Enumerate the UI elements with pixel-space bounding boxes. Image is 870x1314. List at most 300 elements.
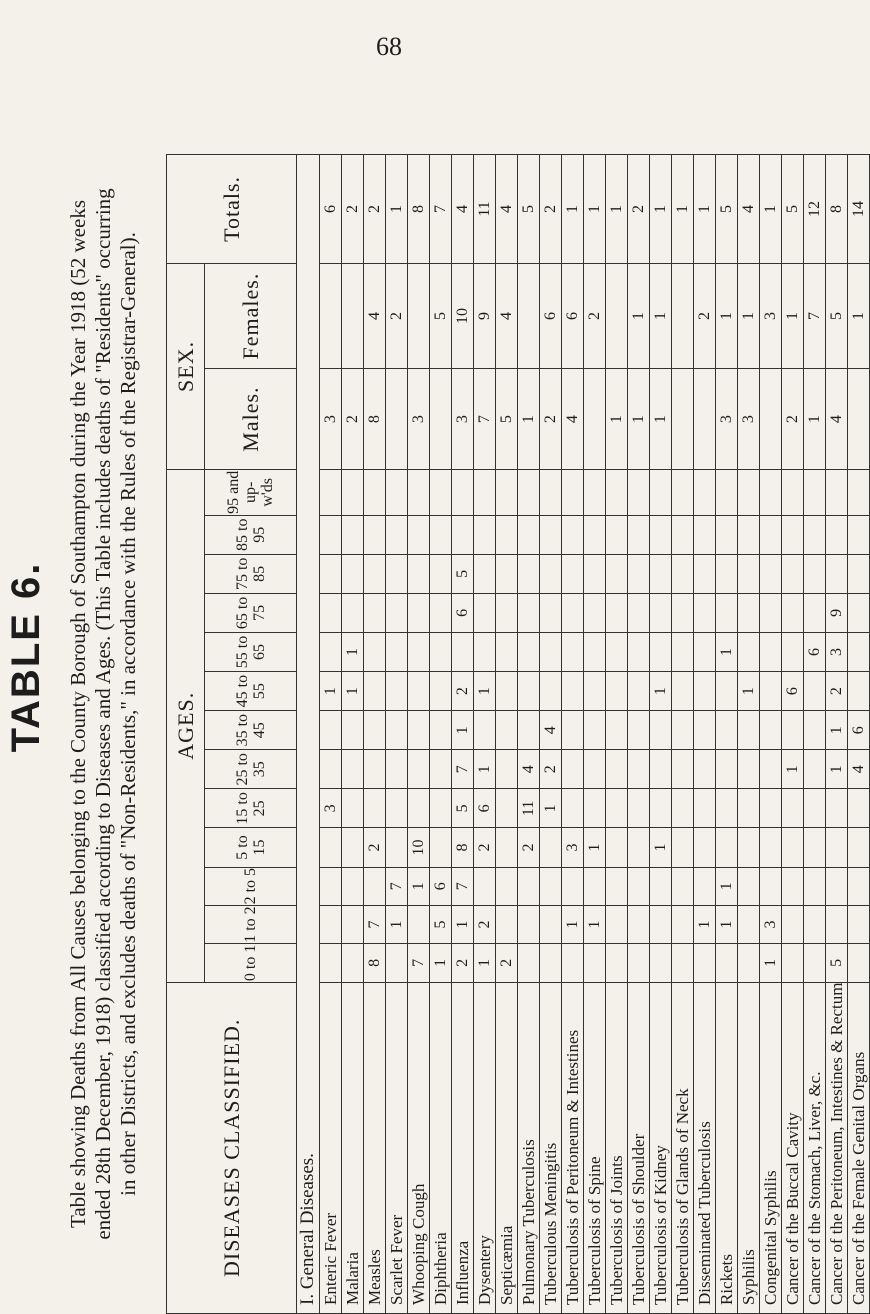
- age-count-cell: [760, 867, 782, 905]
- age-count-cell: [760, 469, 782, 515]
- total-cell: 1: [760, 155, 782, 264]
- table-row: [826, 155, 848, 1314]
- age-count-cell: [606, 711, 628, 750]
- females-cell: [672, 263, 694, 368]
- total-cell: 1: [584, 155, 606, 264]
- age-count-cell: [386, 554, 408, 593]
- age-count-cell: [694, 515, 716, 554]
- total-cell: 5: [518, 155, 540, 264]
- age-count-cell: [386, 828, 408, 867]
- age-count-cell: [364, 867, 386, 905]
- age-count-cell: [672, 944, 694, 982]
- age-count-cell: 1: [650, 828, 672, 867]
- age-count-cell: [496, 750, 518, 789]
- males-cell: [760, 369, 782, 470]
- table-row: [606, 155, 628, 1314]
- age-count-cell: 1: [474, 750, 496, 789]
- age-count-cell: [694, 828, 716, 867]
- age-count-cell: 6: [452, 593, 474, 632]
- males-cell: 5: [496, 369, 518, 470]
- age-count-cell: [342, 750, 364, 789]
- age-count-cell: [540, 554, 562, 593]
- age-count-cell: [760, 711, 782, 750]
- age-count-cell: [540, 905, 562, 943]
- age-count-cell: 1: [782, 750, 804, 789]
- age-count-cell: [804, 867, 826, 905]
- table-row: [540, 155, 562, 1314]
- females-cell: 6: [562, 263, 584, 368]
- age-count-cell: [760, 750, 782, 789]
- age-count-cell: [738, 828, 760, 867]
- age-count-cell: [672, 469, 694, 515]
- males-cell: 2: [782, 369, 804, 470]
- age-count-cell: [474, 515, 496, 554]
- age-count-cell: [496, 905, 518, 943]
- age-count-cell: [760, 554, 782, 593]
- age-count-cell: [320, 632, 342, 671]
- table-row: [672, 155, 694, 1314]
- age-count-cell: [628, 867, 650, 905]
- age-count-cell: [716, 672, 738, 711]
- age-count-cell: [430, 711, 452, 750]
- age-count-cell: [496, 593, 518, 632]
- age-count-cell: [694, 944, 716, 982]
- age-count-cell: [386, 632, 408, 671]
- age-count-cell: 1: [716, 867, 738, 905]
- males-cell: [584, 369, 606, 470]
- females-cell: 1: [738, 263, 760, 368]
- age-count-cell: [606, 867, 628, 905]
- age-group-header: 25 to 35: [205, 750, 297, 789]
- table-row: [848, 155, 870, 1314]
- age-group-header: 55 to 65: [205, 632, 297, 671]
- age-count-cell: [364, 515, 386, 554]
- age-count-cell: [716, 944, 738, 982]
- age-count-cell: [606, 828, 628, 867]
- age-count-cell: 2: [540, 750, 562, 789]
- age-count-cell: 1: [738, 672, 760, 711]
- age-count-cell: [716, 789, 738, 828]
- age-count-cell: [672, 515, 694, 554]
- age-count-cell: 5: [430, 905, 452, 943]
- age-count-cell: [650, 750, 672, 789]
- age-count-cell: [650, 469, 672, 515]
- age-count-cell: [826, 828, 848, 867]
- age-count-cell: [738, 554, 760, 593]
- age-count-cell: [540, 867, 562, 905]
- age-count-cell: [562, 672, 584, 711]
- age-count-cell: [738, 711, 760, 750]
- age-group-header: 1 to 2: [205, 905, 297, 943]
- age-count-cell: [562, 593, 584, 632]
- females-cell: 1: [716, 263, 738, 368]
- age-count-cell: [848, 554, 870, 593]
- age-count-cell: [540, 632, 562, 671]
- age-count-cell: 2: [474, 828, 496, 867]
- table-row: [760, 155, 782, 1314]
- age-count-cell: [496, 789, 518, 828]
- females-cell: 4: [496, 263, 518, 368]
- age-count-cell: [474, 469, 496, 515]
- age-count-cell: [848, 867, 870, 905]
- table-row: [694, 155, 716, 1314]
- females-cell: 10: [452, 263, 474, 368]
- age-count-cell: [386, 944, 408, 982]
- age-count-cell: [430, 593, 452, 632]
- age-count-cell: [408, 905, 430, 943]
- age-count-cell: [430, 554, 452, 593]
- age-count-cell: [320, 867, 342, 905]
- age-count-cell: [804, 469, 826, 515]
- disease-name: Measles: [364, 982, 386, 1313]
- age-count-cell: [782, 905, 804, 943]
- age-count-cell: [408, 632, 430, 671]
- males-cell: 4: [562, 369, 584, 470]
- total-cell: 1: [694, 155, 716, 264]
- total-cell: 8: [826, 155, 848, 264]
- age-count-cell: 6: [474, 789, 496, 828]
- age-count-cell: 7: [408, 944, 430, 982]
- table-row: [342, 155, 364, 1314]
- age-count-cell: [342, 828, 364, 867]
- age-count-cell: [584, 515, 606, 554]
- males-cell: 1: [628, 369, 650, 470]
- age-count-cell: [804, 944, 826, 982]
- males-cell: 8: [364, 369, 386, 470]
- age-group-header: 45 to 55: [205, 672, 297, 711]
- age-count-cell: [848, 515, 870, 554]
- age-count-cell: 1: [474, 672, 496, 711]
- females-cell: [320, 263, 342, 368]
- total-cell: 2: [540, 155, 562, 264]
- age-count-cell: [320, 944, 342, 982]
- age-count-cell: 1: [562, 905, 584, 943]
- disease-name: Tuberculosis of Joints: [606, 982, 628, 1313]
- age-count-cell: [628, 632, 650, 671]
- females-cell: 2: [694, 263, 716, 368]
- age-count-cell: [760, 789, 782, 828]
- sex-header: SEX.: [167, 263, 205, 469]
- age-count-cell: 1: [540, 789, 562, 828]
- age-count-cell: [562, 711, 584, 750]
- disease-name: Scarlet Fever: [386, 982, 408, 1313]
- total-cell: 11: [474, 155, 496, 264]
- age-count-cell: [782, 515, 804, 554]
- age-count-cell: [408, 469, 430, 515]
- age-count-cell: [804, 828, 826, 867]
- males-cell: 3: [452, 369, 474, 470]
- age-count-cell: [518, 672, 540, 711]
- age-count-cell: [848, 593, 870, 632]
- age-count-cell: [804, 905, 826, 943]
- males-cell: 1: [606, 369, 628, 470]
- total-cell: 4: [496, 155, 518, 264]
- age-count-cell: [848, 789, 870, 828]
- age-count-cell: 1: [760, 944, 782, 982]
- age-count-cell: [782, 944, 804, 982]
- males-cell: 3: [738, 369, 760, 470]
- table-row: [562, 155, 584, 1314]
- total-cell: 6: [320, 155, 342, 264]
- age-count-cell: [694, 672, 716, 711]
- age-count-cell: [584, 711, 606, 750]
- age-count-cell: [628, 554, 650, 593]
- age-count-cell: [826, 789, 848, 828]
- age-count-cell: [628, 944, 650, 982]
- age-count-cell: 1: [584, 905, 606, 943]
- age-count-cell: 1: [826, 750, 848, 789]
- age-count-cell: [364, 750, 386, 789]
- age-count-cell: [782, 789, 804, 828]
- age-count-cell: [364, 789, 386, 828]
- age-count-cell: [606, 944, 628, 982]
- age-count-cell: 6: [430, 867, 452, 905]
- total-cell: 7: [430, 155, 452, 264]
- table-row: [320, 155, 342, 1314]
- table-row: [496, 155, 518, 1314]
- age-count-cell: [562, 789, 584, 828]
- age-count-cell: [782, 828, 804, 867]
- total-cell: 2: [342, 155, 364, 264]
- table-row: [452, 155, 474, 1314]
- age-count-cell: [782, 593, 804, 632]
- age-count-cell: 5: [452, 554, 474, 593]
- age-group-header: 35 to 45: [205, 711, 297, 750]
- disease-name: Pulmonary Tuberculosis: [518, 982, 540, 1313]
- age-count-cell: [826, 867, 848, 905]
- age-count-cell: 10: [408, 828, 430, 867]
- age-count-cell: [606, 905, 628, 943]
- age-count-cell: [496, 867, 518, 905]
- total-cell: 5: [782, 155, 804, 264]
- age-count-cell: [430, 469, 452, 515]
- age-count-cell: [672, 867, 694, 905]
- females-cell: [342, 263, 364, 368]
- table-body: [297, 155, 870, 1314]
- table-row: [716, 155, 738, 1314]
- age-count-cell: [650, 905, 672, 943]
- table-row: [364, 155, 386, 1314]
- age-count-cell: [738, 469, 760, 515]
- females-cell: 2: [584, 263, 606, 368]
- disease-name: Tuberculous Meningitis: [540, 982, 562, 1313]
- males-cell: [386, 369, 408, 470]
- total-cell: 2: [628, 155, 650, 264]
- disease-name: Influenza: [452, 982, 474, 1313]
- disease-name: Syphilis: [738, 982, 760, 1313]
- age-group-header: 15 to 25: [205, 789, 297, 828]
- age-count-cell: [386, 750, 408, 789]
- age-count-cell: 2: [452, 944, 474, 982]
- age-count-cell: [650, 711, 672, 750]
- age-count-cell: [606, 750, 628, 789]
- age-count-cell: [738, 789, 760, 828]
- age-count-cell: 1: [452, 905, 474, 943]
- age-count-cell: [650, 944, 672, 982]
- disease-name: Septicæmia: [496, 982, 518, 1313]
- age-count-cell: [342, 711, 364, 750]
- age-count-cell: [540, 828, 562, 867]
- age-count-cell: 3: [320, 789, 342, 828]
- age-count-cell: [804, 593, 826, 632]
- age-count-cell: [562, 632, 584, 671]
- age-count-cell: [848, 905, 870, 943]
- age-count-cell: [496, 672, 518, 711]
- age-count-cell: [452, 469, 474, 515]
- age-count-cell: [518, 711, 540, 750]
- females-cell: 3: [760, 263, 782, 368]
- age-count-cell: [518, 632, 540, 671]
- age-count-cell: [804, 515, 826, 554]
- disease-name: Cancer of the Peritoneum, Intestines & Rectum: [826, 982, 848, 1313]
- age-count-cell: 1: [584, 828, 606, 867]
- age-count-cell: [408, 750, 430, 789]
- table-heading: Table showing Deaths from All Causes belonging to the County Borough of Southampton during the Year 1918 (52 weeks ended 28th December, 1918) classified according to Diseases and Ages. (This Table includes deaths of "Residents" occurring in other Districts, and excludes deaths of "Non-Residents," in accordance with the Rules of the Registrar-General).: [66, 188, 140, 1240]
- age-count-cell: 2: [474, 905, 496, 943]
- age-count-cell: [738, 944, 760, 982]
- age-count-cell: [782, 469, 804, 515]
- females-cell: 5: [430, 263, 452, 368]
- age-count-cell: [650, 632, 672, 671]
- age-count-cell: [782, 711, 804, 750]
- males-cell: [694, 369, 716, 470]
- age-count-cell: [606, 515, 628, 554]
- age-count-cell: [672, 750, 694, 789]
- age-count-cell: [606, 632, 628, 671]
- age-count-cell: [474, 593, 496, 632]
- age-count-cell: [584, 554, 606, 593]
- age-count-cell: [716, 515, 738, 554]
- age-count-cell: [606, 469, 628, 515]
- age-count-cell: [716, 469, 738, 515]
- age-count-cell: [584, 632, 606, 671]
- age-count-cell: [342, 515, 364, 554]
- age-count-cell: [430, 632, 452, 671]
- age-count-cell: 6: [804, 632, 826, 671]
- age-count-cell: [518, 905, 540, 943]
- age-count-cell: 1: [694, 905, 716, 943]
- disease-name: Tuberculosis of Kidney: [650, 982, 672, 1313]
- age-count-cell: [386, 672, 408, 711]
- age-count-cell: [562, 750, 584, 789]
- age-count-cell: 1: [474, 944, 496, 982]
- age-count-cell: [672, 905, 694, 943]
- age-count-cell: [342, 905, 364, 943]
- age-count-cell: [320, 828, 342, 867]
- age-count-cell: [606, 554, 628, 593]
- age-count-cell: [408, 711, 430, 750]
- mortality-table: [166, 154, 870, 1314]
- disease-name: Rickets: [716, 982, 738, 1313]
- age-count-cell: [496, 632, 518, 671]
- age-count-cell: [650, 515, 672, 554]
- age-count-cell: [694, 750, 716, 789]
- age-count-cell: [364, 593, 386, 632]
- age-count-cell: 2: [496, 944, 518, 982]
- age-count-cell: [760, 828, 782, 867]
- age-count-cell: [628, 515, 650, 554]
- age-count-cell: [672, 711, 694, 750]
- age-count-cell: [518, 593, 540, 632]
- age-count-cell: 3: [562, 828, 584, 867]
- age-count-cell: [430, 672, 452, 711]
- males-cell: [672, 369, 694, 470]
- table-row: [738, 155, 760, 1314]
- total-cell: 1: [386, 155, 408, 264]
- age-count-cell: 9: [826, 593, 848, 632]
- total-cell: 1: [672, 155, 694, 264]
- age-count-cell: [364, 711, 386, 750]
- age-count-cell: [650, 789, 672, 828]
- males-cell: 7: [474, 369, 496, 470]
- page-number: 68: [376, 32, 402, 61]
- age-count-cell: [672, 672, 694, 711]
- age-count-cell: [562, 867, 584, 905]
- age-count-cell: [584, 672, 606, 711]
- age-count-cell: [496, 469, 518, 515]
- males-cell: 1: [650, 369, 672, 470]
- age-count-cell: [628, 711, 650, 750]
- age-count-cell: [826, 469, 848, 515]
- age-count-cell: [474, 711, 496, 750]
- age-count-cell: [496, 711, 518, 750]
- age-count-cell: 1: [452, 711, 474, 750]
- age-count-cell: [804, 789, 826, 828]
- age-group-header: 5 to 15: [205, 828, 297, 867]
- age-count-cell: [342, 944, 364, 982]
- age-count-cell: [364, 554, 386, 593]
- age-count-cell: [386, 515, 408, 554]
- females-cell: [518, 263, 540, 368]
- disease-name: Enteric Fever: [320, 982, 342, 1313]
- age-count-cell: [408, 554, 430, 593]
- age-count-cell: [342, 867, 364, 905]
- age-count-cell: 1: [342, 632, 364, 671]
- age-count-cell: [584, 789, 606, 828]
- age-count-cell: [782, 867, 804, 905]
- age-count-cell: [320, 515, 342, 554]
- age-count-cell: 1: [342, 672, 364, 711]
- age-count-cell: 6: [782, 672, 804, 711]
- age-count-cell: [562, 944, 584, 982]
- disease-name: Malaria: [342, 982, 364, 1313]
- age-count-cell: [694, 711, 716, 750]
- total-cell: 1: [606, 155, 628, 264]
- age-count-cell: [584, 944, 606, 982]
- age-count-cell: [540, 672, 562, 711]
- total-cell: 14: [848, 155, 870, 264]
- females-cell: 9: [474, 263, 496, 368]
- age-count-cell: [320, 593, 342, 632]
- females-cell: 4: [364, 263, 386, 368]
- age-count-cell: [738, 905, 760, 943]
- males-cell: 1: [804, 369, 826, 470]
- age-count-cell: [628, 593, 650, 632]
- age-count-cell: 2: [452, 672, 474, 711]
- table-row: [518, 155, 540, 1314]
- age-count-cell: [496, 515, 518, 554]
- males-cell: 3: [716, 369, 738, 470]
- age-count-cell: 6: [848, 711, 870, 750]
- age-count-cell: 2: [518, 828, 540, 867]
- age-count-cell: [408, 593, 430, 632]
- age-count-cell: [716, 711, 738, 750]
- age-count-cell: [826, 905, 848, 943]
- age-count-cell: [518, 867, 540, 905]
- age-count-cell: [826, 515, 848, 554]
- age-count-cell: [760, 672, 782, 711]
- disease-name: Cancer of the Stomach, Liver, &c.: [804, 982, 826, 1313]
